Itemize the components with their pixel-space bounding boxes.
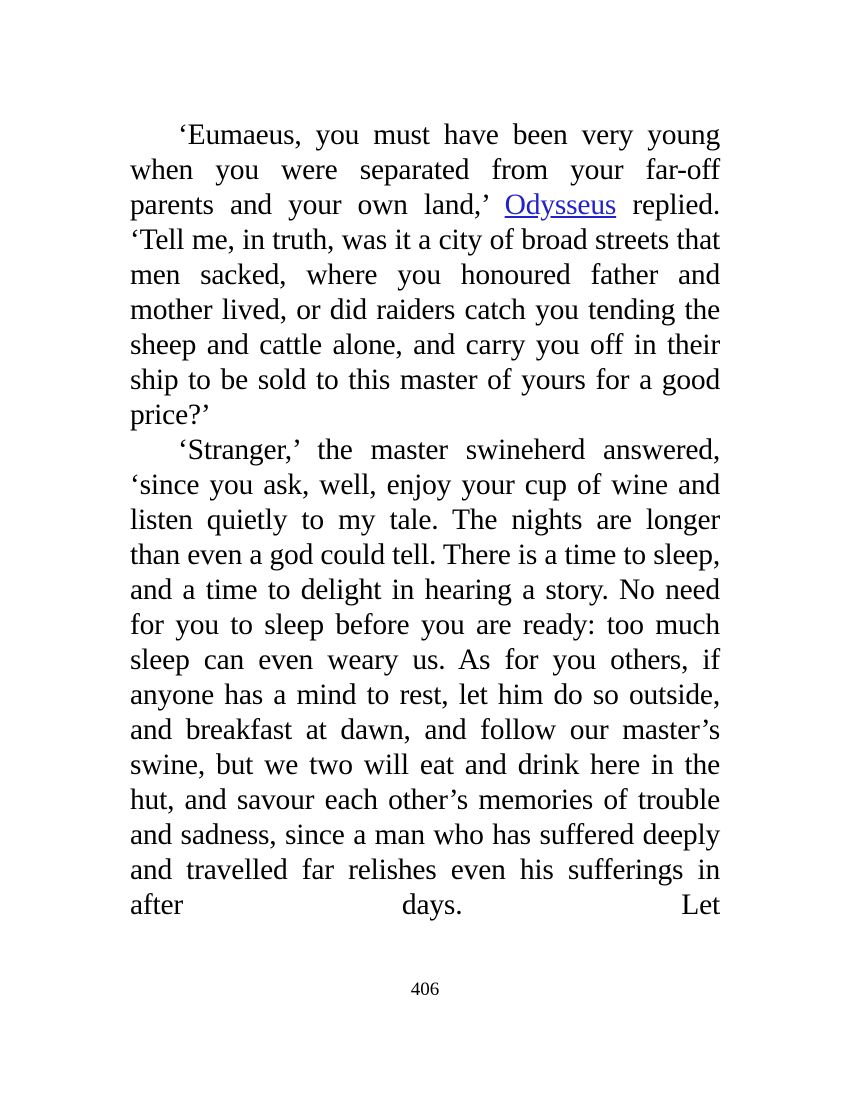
paragraph-1 — [130, 118, 720, 433]
body-text — [130, 118, 720, 923]
paragraph-1-text-before-link: ‘Eumaeus, you must have been very young when you were separated from your far-off parents and your own land,’ — [130, 119, 720, 221]
odysseus-link[interactable]: Odysseus — [504, 189, 617, 221]
page-number: 406 — [410, 979, 440, 1000]
paragraph-2-text: ‘Stranger,’ the master swineherd answered, ‘since you ask, well, enjoy your cup of wine and listen quietly to my tale. The nights are longer than even a god could tell. There is a time to sleep, and a time to delight in hearing a story. No need for you to sleep before you are ready: too much sleep can even weary us. As for you others, if anyone has a mind to rest, let him do so outside, and breakfast at dawn, and follow our master’s swine, but we two will eat and drink here in the hut, and savour each other’s memories of trouble and sadness, since a man who has suffered deeply and travelled far relishes even his sufferings in after days. Let — [130, 434, 720, 921]
paragraph-2 — [130, 433, 720, 923]
paragraph-1-text-after-link: replied. ‘Tell me, in truth, was it a city of broad streets that men sacked, where you honoured father and mother lived, or did raiders catch you tending the sheep and cattle alone, and carry you off in their ship to be sold to this master of yours for a good price?’ — [130, 189, 720, 431]
